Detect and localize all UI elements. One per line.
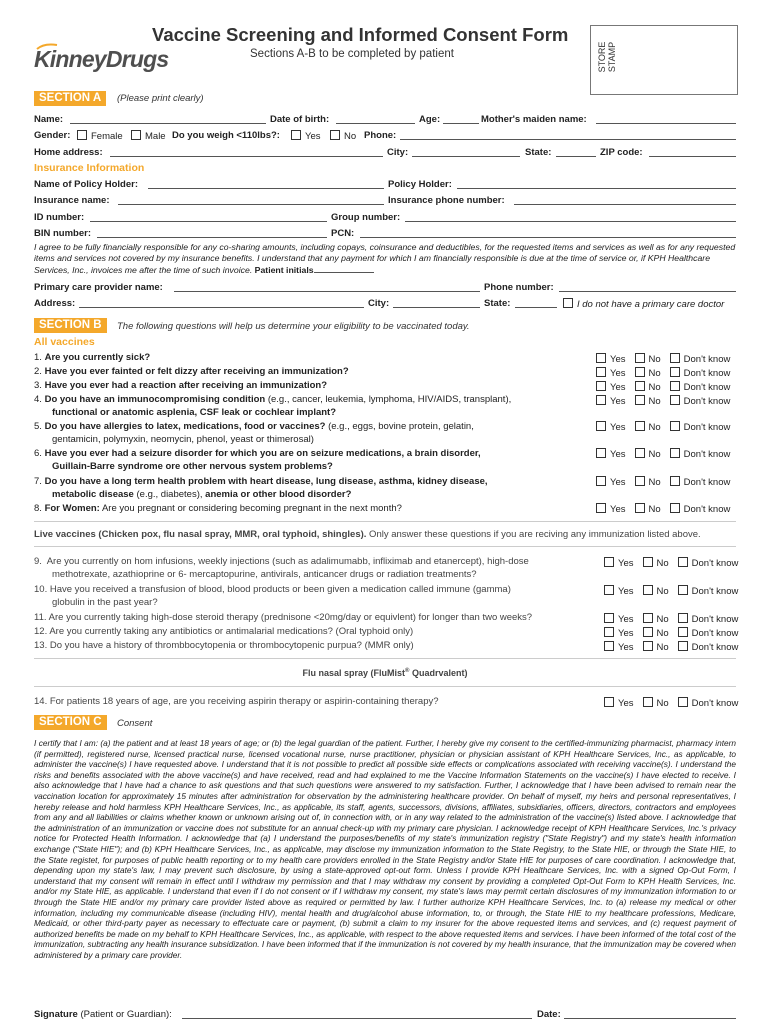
answer-options-q11[interactable]: Yes No Don't know [604,613,738,625]
answer-options-q13[interactable]: Yes No Don't know [604,641,738,653]
question-9: 9. Are you currently on hom infusions, weekly injections (such as adalimumabb, infliximab and etanercept), high-dose methotrexate, azathioprine or 6- mercaptopurine, antivirals, anticancer drugs or radiation treatments? [34,556,529,580]
no-checkbox-icon[interactable] [635,421,645,431]
kinney-drugs-logo: KinneyDrugs [34,46,169,72]
gender-male-option[interactable]: Male [131,130,166,142]
dont-know-checkbox-icon[interactable] [670,503,680,513]
question-10: 10. Have you received a transfusion of blood, blood products or been given a medication called immune (gamma) globulin in the past year? [34,584,511,608]
dont-know-checkbox-icon[interactable] [678,585,688,595]
yes-checkbox-icon[interactable] [604,585,614,595]
question-7: 7. Do you have a long term health problem with heart disease, lung disease, asthma, kidney disease, metabolic disease (e.g., diabetes), anemia or other blood disorder? [34,476,488,500]
no-checkbox-icon[interactable] [635,367,645,377]
question-13: 13. Do you have a history of thrombbocytopenia or thrombocytopenic purpua? (MMR only) [34,640,414,651]
pcp-address-label: Address: [34,298,76,309]
dont-know-checkbox-icon[interactable] [678,627,688,637]
answer-options-q10[interactable]: Yes No Don't know [604,585,738,597]
no-checkbox-icon[interactable] [635,353,645,363]
question-4: 4. Do you have an immunocompromising condition (e.g., cancer, leukemia, lymphoma, HIV/AIDS, transplant), functional or anatomic asplenia, CSF leak or cochlear implant? [34,394,512,418]
question-11: 11. Are you currently taking high-dose steroid therapy (prednisone <20mg/day or equivlent) for longer than two weeks? [34,612,533,623]
city-label: City: [387,147,409,158]
phone-label: Phone: [364,130,397,141]
yes-checkbox-icon[interactable] [596,448,606,458]
no-checkbox-icon[interactable] [643,557,653,567]
policy-holder-label: Policy Holder: [388,179,452,190]
live-vaccines-heading: Live vaccines (Chicken pox, flu nasal spray, MMR, oral typhoid, shingles). Only answer these questions if you are reciving any immunization listed above. [34,529,701,540]
answer-options-q12[interactable]: Yes No Don't know [604,627,738,639]
age-field[interactable] [443,113,479,124]
question-2: 2. Have you ever fainted or felt dizzy after receiving an immunization? [34,366,349,377]
dont-know-checkbox-icon[interactable] [670,448,680,458]
question-8: 8. For Women: Are you pregnant or considering becoming pregnant in the next month? [34,503,402,514]
no-checkbox-icon[interactable] [643,613,653,623]
phone-field[interactable] [400,129,736,140]
city-field[interactable] [412,146,520,157]
section-a-header: SECTION A [34,91,106,106]
yes-checkbox-icon[interactable] [596,381,606,391]
yes-checkbox-icon[interactable] [596,476,606,486]
divider [34,546,736,547]
id-number-label: ID number: [34,212,85,223]
dont-know-checkbox-icon[interactable] [678,641,688,651]
bin-number-label: BIN number: [34,228,91,239]
dont-know-checkbox-icon[interactable] [670,353,680,363]
weight-label: Do you weigh <110lbs?: [172,130,280,141]
bin-number-field[interactable] [97,227,327,238]
dont-know-checkbox-icon[interactable] [670,421,680,431]
pcp-address-field[interactable] [79,297,364,308]
zip-label: ZIP code: [600,147,643,158]
id-number-field[interactable] [90,211,327,222]
home-address-label: Home address: [34,147,103,158]
insurance-phone-label: Insurance phone number: [388,195,505,206]
home-address-field[interactable] [110,146,383,157]
no-checkbox-icon[interactable] [643,697,653,707]
question-14: 14. For patients 18 years of age, are you receiving aspirin therapy or aspirin-containing therapy? [34,696,439,707]
dont-know-checkbox-icon[interactable] [670,381,680,391]
maiden-name-label: Mother's maiden name: [481,114,587,125]
checkbox-icon[interactable] [77,130,87,140]
insurance-heading: Insurance Information [34,162,145,174]
yes-checkbox-icon[interactable] [596,367,606,377]
answer-options-q3[interactable]: Yes No Don't know [596,381,730,393]
yes-checkbox-icon[interactable] [596,395,606,405]
section-a-note: (Please print clearly) [117,93,204,104]
no-checkbox-icon[interactable] [643,585,653,595]
age-label: Age: [419,114,441,125]
yes-checkbox-icon[interactable] [604,557,614,567]
dob-field[interactable] [336,113,415,124]
answer-options-q7[interactable]: Yes No Don't know [596,476,730,488]
answer-options-q5[interactable]: Yes No Don't know [596,421,730,433]
policy-holder-name-label: Name of Policy Holder: [34,179,138,190]
pcp-name-label: Primary care provider name: [34,282,163,293]
all-vaccines-heading: All vaccines [34,336,95,348]
yes-checkbox-icon[interactable] [604,641,614,651]
dont-know-checkbox-icon[interactable] [678,697,688,707]
divider [34,658,736,659]
answer-options-q8[interactable]: Yes No Don't know [596,503,730,515]
pcp-phone-field[interactable] [559,281,736,292]
answer-options-q4[interactable]: Yes No Don't know [596,395,730,407]
answer-options-q1[interactable]: Yes No Don't know [596,353,730,365]
no-checkbox-icon[interactable] [635,476,645,486]
answer-options-q14[interactable]: Yes No Don't know [604,697,738,709]
no-checkbox-icon[interactable] [635,395,645,405]
yes-checkbox-icon[interactable] [596,503,606,513]
name-field[interactable] [70,113,266,124]
dont-know-checkbox-icon[interactable] [670,476,680,486]
no-pcp-option[interactable]: I do not have a primary care doctor [563,298,724,310]
no-checkbox-icon[interactable] [635,381,645,391]
insurance-name-field[interactable] [118,194,384,205]
no-checkbox-icon[interactable] [635,448,645,458]
checkbox-icon[interactable] [563,298,573,308]
dont-know-checkbox-icon[interactable] [678,613,688,623]
section-b-note: The following questions will help us determine your eligibility to be vaccinated today. [117,321,470,332]
consent-text: I certify that I am: (a) the patient and at least 18 years of age; or (b) the legal guardian of the patient. Further, I hereby give my consent to the certified-immunizing pharmacist, pharmacy intern (if permitted), registered nurse, licensed practical nurse, licensed vocational nurse, nurse practitioner, physician or physician assistant of KPH Healthcare Services, Inc., as applicable, to administer the vaccine(s) I have requested above. I understand that it is not possible to predict all possible side effects or complications associated with receiving vaccine(s). I understand the risks and benefits associated with the above vaccine(s) and have received, read and had explained to me the Vaccine Information Statements on the vaccine(s) I have elected to receive. I also acknowledge that I have had a chance to ask questions and that such questions were answered to my satisfaction. Further, I acknowledge that I have been advised to remain near the vaccination location for approximately 15 minutes after administration for observation by the administering healthcare provider. On behalf of myself, my heirs and personal representatives, I hereby release and hold harmless KPH Healthcare Services, Inc., as applicable, its staff, agents, successors, divisions, affiliates, subsidiaries, officers, directors, contractors and employees from any and all liabilities or claims whether known or unknown arising out of, in connection with, or in any way related to the administration of the vaccine(s) listed above. I acknowledge that the administration of an immunization or vaccine does not substitute for an annual check-up with my primary care physician. I acknowledge receipt of KPH Healthcare Services, Inc.'s privacy notice for Protected Health Information. I acknowledge that (a) I understand the purposes/benefits of my state's immunization registry ("State Registry") and my state's health information exchange ("State HIE"); and (b) KPH Healthcare Services, Inc., as applicable, may disclose my immunization information to the State Registry, to the State HIE, or through the State HIE, to the State registet, for purposes of public health reporting or to my health care providers enrolled in the State Registry and/or State HIE for purposes of care coordination. I acknowledge that, depending upon my state's law, I may prevent such disclosure, by using a state-approved opt-out form. Unless I provide KPH Healthcare Services, Inc. with a signed Op-Out Form, I understand that my consent will remain in effect until I withdraw my permission and that I may withdraw my consent by providing a completed Opt-Out Form to KPH Health Services, Inc. and/or my State HIE, as applicable. I understand that even if I do not consent or if I withdraw my consent, my state's laws may permit certain disclosures of my immunization information to or through the State HIE and/or my primary care provider listed above as required or permitted by law. I further authorize KPH Healthcare Services, Inc. to (a) release my medical or other information, including my communicable disease (including HIV), mental health and drug/alcohol abuse information, to, or through, the State HIE to my healthcare professions, Medicare, Medicaid, or other third-party payer as necessary to effectuate care or payment, (b) submit a claim to my insurer for the above requested items and services, and (c) request payment of authorized benefits be made on my behalf to KPH Healthcare Services, Inc., as applicable, with respect to the above requested items and services. I have been informed of the total cost of the immunization, subtracting any health insurance subsidization. I have been informed that if the immunization is not covered by my health insurance, that the immunization may be covered when administered by a primary care provider. [34,738,736,960]
dont-know-checkbox-icon[interactable] [678,557,688,567]
state-field[interactable] [556,146,596,157]
insurance-name-label: Insurance name: [34,195,110,206]
signature-field[interactable] [182,1008,532,1019]
question-6: 6. Have you ever had a seizure disorder for which you are on seizure medications, a brain disorder, Guillain-Barre syndrome ore other nervous system problems? [34,448,481,472]
group-number-label: Group number: [331,212,401,223]
patient-initials-label: Patient initials [254,265,314,275]
checkbox-icon[interactable] [330,130,340,140]
state-label: State: [525,147,552,158]
insurance-phone-field[interactable] [514,194,736,205]
dont-know-checkbox-icon[interactable] [670,395,680,405]
weight-no-option[interactable]: No [330,130,356,142]
pcn-field[interactable] [360,227,736,238]
no-checkbox-icon[interactable] [635,503,645,513]
pcp-city-label: City: [368,298,390,309]
pcp-name-field[interactable] [174,281,480,292]
zip-field[interactable] [649,146,736,157]
gender-label: Gender: [34,130,71,141]
group-number-field[interactable] [405,211,736,222]
yes-checkbox-icon[interactable] [604,697,614,707]
pcp-state-field[interactable] [515,297,557,308]
yes-checkbox-icon[interactable] [604,613,614,623]
pcp-phone-label: Phone number: [484,282,554,293]
answer-options-q9[interactable]: Yes No Don't know [604,557,738,569]
gender-female-option[interactable]: Female [77,130,123,142]
name-label: Name: [34,114,64,125]
weight-yes-option[interactable]: Yes [291,130,321,142]
checkbox-icon[interactable] [291,130,301,140]
answer-options-q2[interactable]: Yes No Don't know [596,367,730,379]
store-stamp-label: STORE STAMP [597,41,617,73]
date-field[interactable] [564,1008,736,1019]
no-checkbox-icon[interactable] [643,641,653,651]
policy-holder-name-field[interactable] [148,178,384,189]
policy-holder-field[interactable] [457,178,736,189]
section-b-header: SECTION B [34,318,107,333]
date-label: Date: [537,1009,561,1020]
section-c-header: SECTION C [34,715,107,730]
question-12: 12. Are you currently taking any antibiotics or antimalarial medications? (Oral typhoid only) [34,626,414,637]
question-1: 1. Are you currently sick? [34,352,151,363]
patient-initials-field[interactable] [314,263,374,273]
answer-options-q6[interactable]: Yes No Don't know [596,448,730,460]
checkbox-icon[interactable] [131,130,141,140]
question-5: 5. Do you have allergies to latex, medications, food or vaccines? (e.g., eggs, bovine protein, gelatin, gentamicin, polymyxin, neomycin, phenol, yeast or thimerosal) [34,421,474,445]
yes-checkbox-icon[interactable] [596,421,606,431]
form-subtitle: Sections A-B to be completed by patient [250,48,454,60]
divider [34,686,736,687]
divider [34,521,736,522]
dont-know-checkbox-icon[interactable] [670,367,680,377]
financial-agreement: I agree to be fully financially responsible for any co-sharing amounts, including copays, coinsurance and deductibles, for the requested items and services as well as for any requested items and services not covered by my insurance benefits. I understand that any payment for which I am financially responsible is due at the time of service or, if KPH Healthcare Services, Inc., invoices me after the time of such invoice. Patient initials [34,242,736,275]
signature-label: Signature (Patient or Guardian): [34,1009,172,1020]
no-checkbox-icon[interactable] [643,627,653,637]
section-c-note: Consent [117,718,153,729]
flu-nasal-heading: Flu nasal spray (FluMist® Quadrvalent) [302,668,468,678]
pcp-city-field[interactable] [393,297,480,308]
pcn-label: PCN: [331,228,355,239]
question-3: 3. Have you ever had a reaction after receiving an immunization? [34,380,328,391]
form-title: Vaccine Screening and Informed Consent Form [152,24,569,45]
maiden-name-field[interactable] [596,113,736,124]
yes-checkbox-icon[interactable] [604,627,614,637]
dob-label: Date of birth: [270,114,330,125]
yes-checkbox-icon[interactable] [596,353,606,363]
pcp-state-label: State: [484,298,511,309]
